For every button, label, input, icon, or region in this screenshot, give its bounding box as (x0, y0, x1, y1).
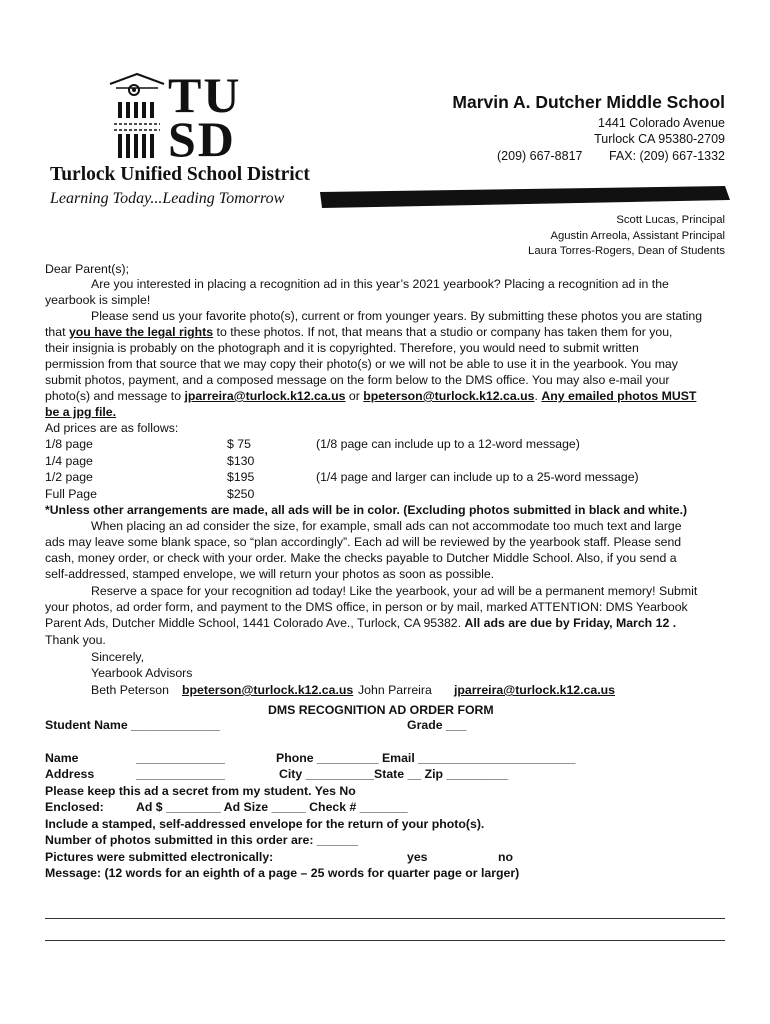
price-size: Full Page (45, 487, 97, 501)
due-date-emphasis: All ads are due by Friday, March 12 . (464, 616, 677, 630)
jpg-requirement-emphasis: Any emailed photos MUST (541, 389, 697, 403)
letter-paragraph-3-line-1: When placing an ad consider the size, for example, small ads can not accommodate too much text and large (91, 519, 682, 533)
student-name-field[interactable]: Student Name _____________ (45, 718, 220, 732)
staff-assistant-principal: Agustin Arreola, Assistant Principal (550, 230, 725, 242)
letter-paragraph-2-line-2 (45, 325, 672, 339)
price-size: 1/8 page (45, 437, 93, 451)
letter-paragraph-4-line-1: Reserve a space for your recognition ad today! Like the yearbook, your ad will be a permanent memory! Submit (91, 584, 698, 598)
school-phone: (209) 667-8817 (497, 149, 583, 163)
header-divider-bar (320, 186, 730, 210)
price-amount: $ 75 (227, 437, 251, 451)
school-name: Marvin A. Dutcher Middle School (452, 92, 725, 112)
electronic-submission-label: Pictures were submitted electronically: (45, 850, 274, 864)
letter-paragraph-2-line-3: their insignia is probably on the photograph and it is copyrighted. Therefore, you would need to submit written (45, 341, 639, 355)
price-amount: $250 (227, 487, 255, 501)
text-segment: . (534, 389, 542, 403)
advisors-title: Yearbook Advisors (91, 666, 193, 680)
school-city: Turlock CA 95380-2709 (594, 132, 725, 146)
email-link-bpeterson[interactable]: bpeterson@turlock.k12.ca.us (363, 389, 535, 403)
price-size: 1/4 page (45, 454, 93, 468)
staff-principal: Scott Lucas, Principal (616, 214, 725, 226)
address-label: Address (45, 767, 95, 781)
color-note: *Unless other arrangements are made, all ads will be in color. (Excluding photos submitted in black and white.) (45, 503, 688, 517)
price-note: (1/4 page and larger can include up to a 25-word message) (316, 470, 639, 484)
grade-field[interactable]: Grade ___ (407, 718, 467, 732)
staff-dean: Laura Torres-Rogers, Dean of Students (528, 245, 725, 257)
envelope-note: Include a stamped, self-addressed envelope for the return of your photo(s). (45, 817, 485, 831)
electronic-yes-option[interactable]: yes (407, 850, 428, 864)
sincerely: Sincerely, (91, 650, 145, 664)
greeting: Dear Parent(s); (45, 262, 130, 276)
prices-intro: Ad prices are as follows: (45, 421, 179, 435)
phone-email-fields[interactable]: Phone _________ Email _______________________ (276, 751, 576, 765)
letter-paragraph-3-line-3: cash, money order, or check with your order. Make the checks payable to Dutcher Middle School. Also, if you send a (45, 551, 677, 565)
letter-paragraph-2-line-4: permission from that source that we may copy their photo(s) or we will not be able to use it in the yearbook. You may (45, 357, 678, 371)
letter-paragraph-4-line-3 (45, 616, 676, 630)
price-amount: $195 (227, 470, 255, 484)
jpg-requirement-emphasis-cont: be a jpg file. (45, 405, 117, 419)
email-link-bpeterson-signature[interactable]: bpeterson@turlock.k12.ca.us (182, 683, 354, 697)
price-note: (1/8 page can include up to a 12-word message) (316, 437, 580, 451)
address-field[interactable]: _____________ (136, 767, 225, 781)
logo-letters-top: TU (168, 67, 242, 123)
message-line-2[interactable] (45, 940, 725, 941)
letter-paragraph-4-line-2: your photos, ad order form, and payment to the DMS office, in person or by mail, marked ATTENTION: DMS Yearbook (45, 600, 688, 614)
letter-paragraph-3-line-2: ads may leave some blank space, so “plan accordingly”. Each ad will be reviewed by the yearbook staff. Please send (45, 535, 682, 549)
price-size: 1/2 page (45, 470, 93, 484)
photo-count-field[interactable]: Number of photos submitted in this order are: ______ (45, 833, 358, 847)
message-line-1[interactable] (45, 918, 725, 919)
letter-paragraph-2-line-6 (45, 389, 696, 403)
email-link-jparreira-signature[interactable]: jparreira@turlock.k12.ca.us (454, 683, 616, 697)
form-title: DMS RECOGNITION AD ORDER FORM (268, 703, 494, 717)
legal-rights-emphasis: you have the legal rights (68, 325, 214, 339)
district-name: Turlock Unified School District (50, 164, 310, 185)
logo-letters-bottom: SD (168, 111, 236, 167)
school-building-icon (106, 72, 168, 162)
thanks: Thank you. (45, 633, 106, 647)
letter-paragraph-2-line-5: submit photos, payment, and a composed message on the form below to the DMS office. You may also e-mail your (45, 373, 670, 387)
text-segment: that (45, 325, 69, 339)
payment-fields[interactable]: Ad $ ________ Ad Size _____ Check # _______ (136, 800, 408, 814)
secret-option[interactable]: Please keep this ad a secret from my student. Yes No (45, 784, 356, 798)
message-instructions: Message: (12 words for an eighth of a page – 25 words for quarter page or larger) (45, 866, 520, 880)
electronic-no-option[interactable]: no (498, 850, 514, 864)
letter-paragraph-1-line-2: yearbook is simple! (45, 293, 151, 307)
price-amount: $130 (227, 454, 255, 468)
letter-paragraph-2-line-1: Please send us your favorite photo(s), current or from younger years. By submitting these photos you are stating (91, 309, 703, 323)
name-field[interactable]: _____________ (136, 751, 225, 765)
name-label: Name (45, 751, 79, 765)
school-fax: FAX: (209) 667-1332 (608, 149, 725, 163)
email-link-jparreira[interactable]: jparreira@turlock.k12.ca.us (184, 389, 346, 403)
text-segment: Parent Ads, Dutcher Middle School, 1441 Colorado Ave., Turlock, CA 95382. (45, 616, 465, 630)
advisor-john-parreira: John Parreira (358, 683, 432, 697)
letter-paragraph-1-line-1: Are you interested in placing a recognition ad in this year’s 2021 yearbook? Placing a recognition ad in the (91, 277, 669, 291)
text-segment: photo(s) and message to (45, 389, 185, 403)
text-segment: to these photos. If not, that means that a studio or company has taken them for you, (213, 325, 673, 339)
enclosed-label: Enclosed: (45, 800, 104, 814)
city-state-zip-fields[interactable]: City __________State __ Zip _________ (279, 767, 509, 781)
school-address: 1441 Colorado Avenue (598, 116, 725, 130)
letter-paragraph-3-line-4: self-addressed, stamped envelope, we will return your photos as soon as possible. (45, 567, 495, 581)
text-segment: or (345, 389, 364, 403)
advisor-beth-peterson: Beth Peterson (91, 683, 169, 697)
district-tagline: Learning Today...Leading Tomorrow (50, 190, 285, 207)
